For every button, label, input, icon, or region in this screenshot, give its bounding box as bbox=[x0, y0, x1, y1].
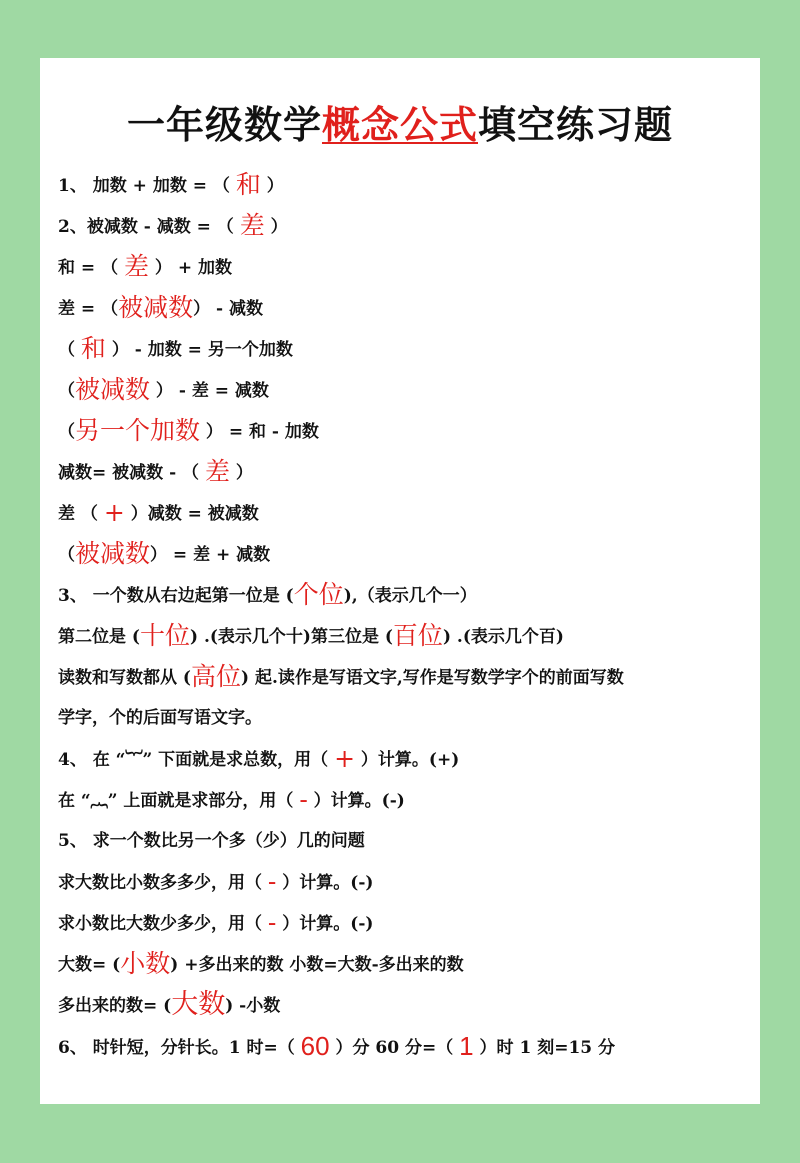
answer: 被减数 bbox=[75, 539, 151, 568]
line-8 bbox=[58, 457, 748, 488]
text: 减数= 被减数 - （ bbox=[58, 463, 205, 483]
line-1 bbox=[58, 170, 748, 201]
line-11 bbox=[58, 580, 748, 611]
text: 学字，个的后面写语文字。 bbox=[58, 708, 262, 728]
text: ） - 加数 = 另一个加数 bbox=[105, 340, 293, 360]
line-22 bbox=[58, 1031, 748, 1063]
text: 大数= ( bbox=[58, 955, 121, 975]
text: 第二位是 ( bbox=[58, 627, 140, 647]
line-13 bbox=[58, 662, 748, 693]
answer: + bbox=[103, 498, 125, 527]
line-15 bbox=[58, 744, 748, 775]
text: 5、 求一个数比另一个多（少）几的问题 bbox=[58, 831, 365, 851]
title-part-1: 一年级数学 bbox=[126, 102, 322, 147]
answer: 和 bbox=[235, 170, 261, 199]
answer: - bbox=[267, 867, 277, 896]
line-16 bbox=[58, 785, 748, 816]
title-part-3: 填空练习题 bbox=[478, 102, 674, 147]
line-20 bbox=[58, 949, 748, 980]
line-7 bbox=[58, 416, 748, 447]
text: 多出来的数= ( bbox=[58, 996, 172, 1016]
text: ) +多出来的数 小数=大数-多出来的数 bbox=[170, 955, 464, 975]
answer: 被减数 bbox=[118, 293, 194, 322]
answer: 大数 bbox=[171, 989, 226, 1020]
answer: 1 bbox=[459, 1031, 474, 1061]
line-5 bbox=[58, 334, 748, 365]
line-4 bbox=[58, 293, 748, 324]
text: ) -小数 bbox=[225, 996, 281, 1016]
answer: 差 bbox=[124, 252, 150, 281]
answer: 差 bbox=[204, 457, 230, 486]
line-19 bbox=[58, 908, 748, 939]
text: ）分 60 分=（ bbox=[329, 1038, 460, 1058]
text: 1、 加数 + 加数 = （ bbox=[58, 176, 236, 196]
answer: 百位 bbox=[392, 621, 443, 650]
answer: 高位 bbox=[190, 662, 241, 691]
answer: 和 bbox=[80, 334, 106, 363]
text: 在 “︷” 上面就是求部分，用（ bbox=[58, 791, 300, 811]
line-17 bbox=[58, 826, 748, 856]
answer: 另一个加数 bbox=[75, 416, 201, 445]
text: ） bbox=[264, 217, 288, 237]
line-21 bbox=[58, 990, 748, 1021]
text: 求小数比大数少多少，用（ bbox=[58, 914, 268, 934]
text: （ bbox=[58, 422, 75, 442]
text: ） - 差 = 减数 bbox=[150, 381, 269, 401]
text: 2、被减数 - 减数 = （ bbox=[58, 217, 240, 237]
worksheet bbox=[40, 58, 760, 1104]
text: ),（表示几个一） bbox=[343, 586, 477, 606]
page-title bbox=[40, 94, 760, 149]
text: 求大数比小数多多少，用（ bbox=[58, 873, 268, 893]
text: ） + 加数 bbox=[149, 258, 233, 278]
text: （ bbox=[58, 340, 81, 360]
text: （ bbox=[58, 545, 75, 565]
title-highlight: 概念公式 bbox=[321, 102, 478, 147]
line-10 bbox=[58, 539, 748, 570]
line-14 bbox=[58, 703, 748, 733]
text: ） bbox=[230, 463, 253, 483]
text: ) .(表示几个十)第三位是 ( bbox=[189, 627, 393, 647]
line-6 bbox=[58, 375, 748, 406]
text: 6、 时针短，分针长。1 时=（ bbox=[58, 1038, 301, 1058]
text: ）计算。(-) bbox=[276, 873, 374, 893]
answer: + bbox=[334, 744, 356, 773]
line-2 bbox=[58, 211, 748, 242]
text: 差 （ bbox=[58, 504, 104, 524]
text: ) 起.读作是写语文字,写作是写数学字个的前面写数 bbox=[240, 668, 624, 688]
text: ） - 减数 bbox=[193, 299, 264, 319]
line-12 bbox=[58, 621, 748, 652]
answer: 60 bbox=[300, 1031, 330, 1061]
text: 4、 在 “︸” 下面就是求总数，用（ bbox=[58, 750, 335, 770]
answer: 个位 bbox=[293, 580, 344, 609]
text: ) .(表示几个百) bbox=[442, 627, 564, 647]
text: ）时 1 刻=15 分 bbox=[473, 1038, 616, 1058]
text: 读数和写数都从 ( bbox=[58, 668, 191, 688]
text: 3、 一个数从右边起第一位是 ( bbox=[58, 586, 294, 606]
text: 差 = （ bbox=[58, 299, 119, 319]
answer: - bbox=[299, 785, 308, 814]
answer: 被减数 bbox=[75, 375, 151, 404]
answer: 差 bbox=[239, 211, 265, 240]
answer: 小数 bbox=[120, 949, 171, 978]
text: ）计算。(+) bbox=[355, 750, 460, 770]
line-3 bbox=[58, 252, 748, 283]
text: ） bbox=[260, 176, 284, 196]
text: ） = 差 + 减数 bbox=[150, 545, 271, 565]
text: ） = 和 - 加数 bbox=[200, 422, 319, 442]
text: （ bbox=[58, 381, 75, 401]
answer: 十位 bbox=[139, 621, 190, 650]
answer: - bbox=[267, 908, 277, 937]
text: ）减数 = 被减数 bbox=[124, 504, 259, 524]
text: ）计算。(-) bbox=[276, 914, 374, 934]
text: 和 = （ bbox=[58, 258, 124, 278]
text: ）计算。(-) bbox=[307, 791, 405, 811]
line-18 bbox=[58, 867, 748, 898]
line-9 bbox=[58, 498, 748, 529]
